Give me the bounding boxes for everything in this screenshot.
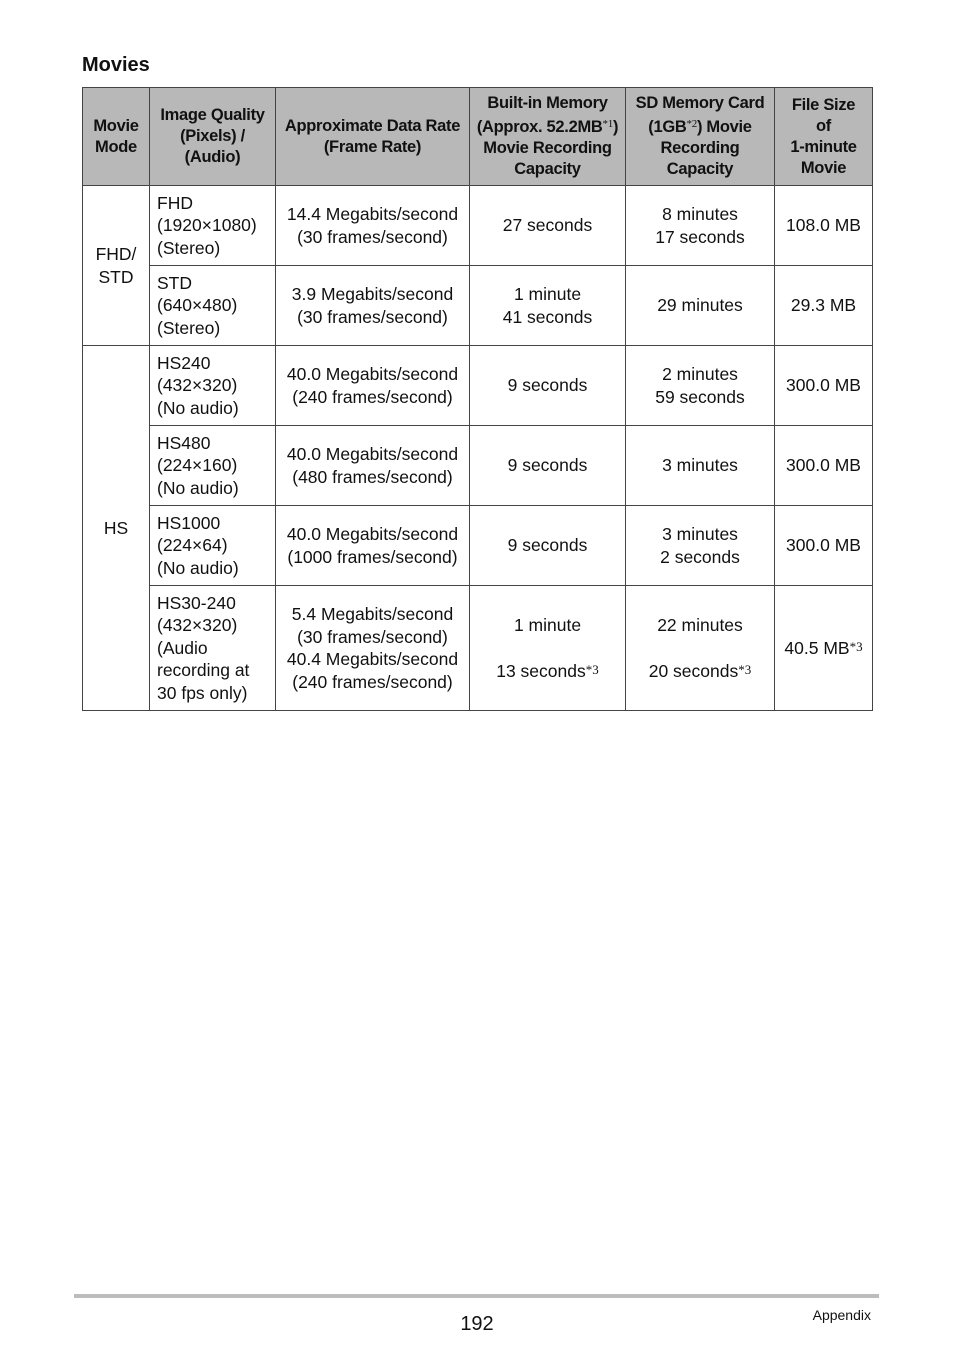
sd-capacity-cell: 3 minutes 2 seconds	[626, 506, 775, 586]
builtin-capacity-cell: 9 seconds	[470, 346, 626, 426]
footnote-marker: *3	[849, 639, 863, 655]
header-data-rate: Approximate Data Rate (Frame Rate)	[276, 88, 470, 186]
builtin-capacity-cell: 1 minute 13 seconds*3	[470, 586, 626, 711]
section-title: Movies	[82, 54, 150, 76]
data-rate-cell: 3.9 Megabits/second (30 frames/second)	[276, 266, 470, 346]
data-rate-cell: 5.4 Megabits/second (30 frames/second) 40.4 Megabits/second (240 frames/second)	[276, 586, 470, 711]
data-rate-cell: 40.0 Megabits/second (240 frames/second)	[276, 346, 470, 426]
sd-capacity-cell: 3 minutes	[626, 426, 775, 506]
file-size-cell: 29.3 MB	[775, 266, 873, 346]
footnote-marker: *1	[602, 118, 613, 130]
sd-capacity-cell: 2 minutes 59 seconds	[626, 346, 775, 426]
data-rate-cell: 14.4 Megabits/second (30 frames/second)	[276, 186, 470, 266]
image-quality-cell: HS1000 (224×64) (No audio)	[150, 506, 276, 586]
sd-capacity-cell: 8 minutes 17 seconds	[626, 186, 775, 266]
sd-capacity-cell: 29 minutes	[626, 266, 775, 346]
table-row	[83, 266, 873, 346]
data-rate-cell: 40.0 Megabits/second (1000 frames/second)	[276, 506, 470, 586]
table-row	[83, 506, 873, 586]
movie-mode-cell: FHD/ STD	[83, 186, 150, 346]
builtin-capacity-cell: 9 seconds	[470, 506, 626, 586]
image-quality-cell: HS30-240 (432×320) (Audio recording at 30 fps only)	[150, 586, 276, 711]
builtin-capacity-cell: 1 minute 41 seconds	[470, 266, 626, 346]
header-row	[83, 88, 873, 186]
builtin-capacity-cell: 9 seconds	[470, 426, 626, 506]
header-file-size: File Size of 1-minute Movie	[775, 88, 873, 186]
data-rate-cell: 40.0 Megabits/second (480 frames/second)	[276, 426, 470, 506]
file-size-cell: 108.0 MB	[775, 186, 873, 266]
header-movie-mode: Movie Mode	[83, 88, 150, 186]
header-image-quality: Image Quality (Pixels) / (Audio)	[150, 88, 276, 186]
table-row	[83, 426, 873, 506]
footnote-marker: *3	[738, 661, 752, 677]
page-number: 192	[460, 1313, 494, 1335]
file-size-cell: 40.5 MB*3	[775, 586, 873, 711]
movie-specs-table	[82, 87, 873, 711]
table-row	[83, 586, 873, 711]
image-quality-cell: STD (640×480) (Stereo)	[150, 266, 276, 346]
table-row	[83, 186, 873, 266]
builtin-capacity-cell: 27 seconds	[470, 186, 626, 266]
image-quality-cell: HS480 (224×160) (No audio)	[150, 426, 276, 506]
file-size-cell: 300.0 MB	[775, 346, 873, 426]
image-quality-cell: FHD (1920×1080) (Stereo)	[150, 186, 276, 266]
file-size-cell: 300.0 MB	[775, 506, 873, 586]
footnote-marker: *2	[686, 118, 697, 130]
table-row	[83, 346, 873, 426]
header-builtin-memory: Built-in Memory (Approx. 52.2MB$^{*1}$) Movie Recording Capacity	[470, 88, 626, 186]
footer-section-label: Appendix	[812, 1307, 871, 1323]
header-sd-card: SD Memory Card (1GB$^{*2}$) Movie Recording Capacity	[626, 88, 775, 186]
file-size-cell: 300.0 MB	[775, 426, 873, 506]
movie-mode-cell: HS	[83, 346, 150, 711]
footnote-marker: *3	[585, 661, 599, 677]
sd-capacity-cell: 22 minutes 20 seconds*3	[626, 586, 775, 711]
footer-rule	[74, 1294, 879, 1298]
image-quality-cell: HS240 (432×320) (No audio)	[150, 346, 276, 426]
